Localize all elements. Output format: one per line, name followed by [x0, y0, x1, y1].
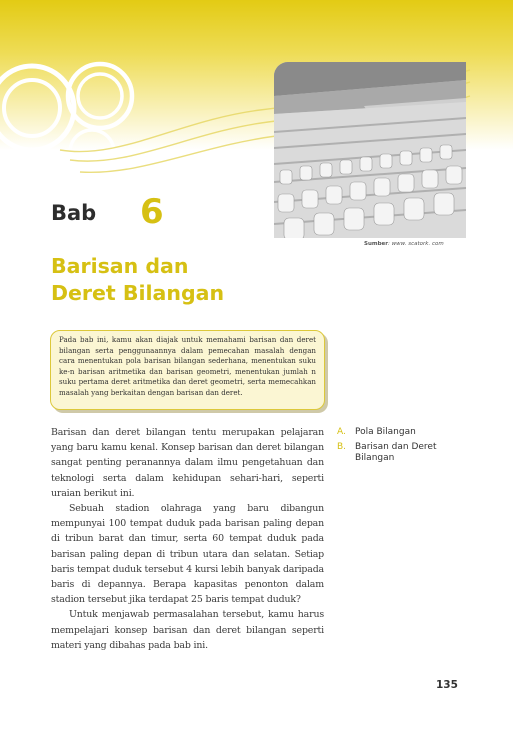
chapter-title-line2: Deret Bilangan [51, 281, 225, 305]
stadium-image [274, 62, 466, 238]
topic-text: Pola Bilangan [355, 427, 416, 437]
topic-letter: B. [337, 441, 347, 452]
paragraph-closing: Untuk menjawab permasalahan tersebut, kamu harus mempelajari konsep barisan dan deret bilangan seperti materi yang dibahas pada bab ini. [51, 609, 324, 651]
chapter-photo [274, 62, 466, 238]
paragraph-stadium: Sebuah stadion olahraga yang baru dibangun mempunyai 100 tempat duduk pada barisan paling depan di tribun barat dan timur, serta 60 tempat duduk pada barisan paling depan di tribun utara dan selatan. Setiap baris tempat duduk tersebut 4 kursi lebih banyak daripada baris di depannya. Berapa kapasitas penonton dalam stadion tersebut jika terdapat 25 baris tempat duduk? [51, 503, 324, 606]
paragraph-intro: Barisan dan deret bilangan tentu merupakan pelajaran yang baru kamu kenal. Konsep barisan dan deret bilangan sangat penting peranannya dalam ilmu pengetahuan dan teknologi serta dalam kehidupan sehari-hari, seperti uraian berikut ini. [51, 427, 324, 499]
chapter-title-line1: Barisan dan [51, 254, 189, 278]
topic-item[interactable] [337, 442, 467, 465]
topic-item[interactable] [337, 427, 467, 439]
topic-text: Barisan dan Deret Bilangan [355, 441, 437, 463]
chapter-label: Bab [51, 201, 97, 225]
photo-credit: Sumber: www. scatork. com [364, 241, 444, 247]
body-text [51, 425, 324, 653]
topic-letter: A. [337, 427, 346, 437]
chapter-number: 6 [140, 192, 164, 232]
chapter-title [51, 253, 311, 307]
topic-list [337, 427, 467, 468]
chapter-summary-box: Pada bab ini, kamu akan diajak untuk memahami barisan dan deret bilangan serta penggunaannya dalam pemecahan masalah dengan cara menentukan pola barisan bilangan sederhana, menentukan suku ke-n barisan aritmetika dan barisan geometri, menentukan jumlah n suku pertama deret aritmetika dan deret geometri, serta memecahkan masalah yang berkaitan dengan barisan dan deret. [50, 330, 325, 410]
page-number: 135 [436, 679, 458, 691]
